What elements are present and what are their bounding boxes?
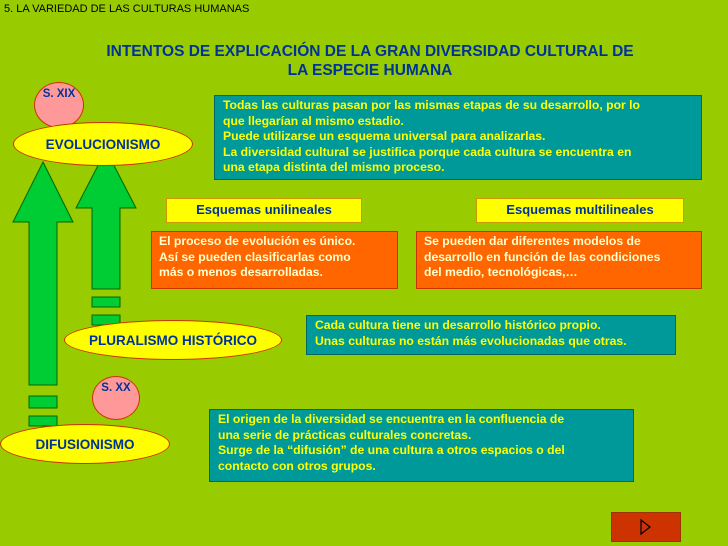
pluralismo-line: Cada cultura tiene un desarrollo histórico propio. bbox=[315, 318, 601, 332]
green-up-arrow-right bbox=[76, 150, 136, 325]
unilineales-line: más o menos desarrolladas. bbox=[159, 265, 323, 279]
unilineales-description bbox=[151, 231, 398, 289]
unilineales-line: Así se pueden clasificarlas como bbox=[159, 249, 351, 264]
evolucionismo-line: una etapa distinta del mismo proceso. bbox=[223, 160, 445, 174]
difusionismo-description bbox=[209, 409, 634, 482]
badge-s-xx: S. XX bbox=[92, 376, 140, 420]
title-line-1: INTENTOS DE EXPLICACIÓN DE LA GRAN DIVERSIDAD CULTURAL DE bbox=[106, 43, 634, 60]
difusionismo-ellipse bbox=[0, 424, 170, 464]
difusionismo-line: Surge de la “difusión” de una cultura a otros espacios o del bbox=[218, 443, 565, 457]
pluralismo-label: PLURALISMO HISTÓRICO bbox=[89, 332, 257, 348]
multilineales-label: Esquemas multilineales bbox=[476, 198, 684, 223]
pluralismo-description bbox=[306, 315, 676, 355]
evolucionismo-label: EVOLUCIONISMO bbox=[45, 136, 161, 152]
difusionismo-line: una serie de prácticas culturales concretas. bbox=[218, 427, 472, 442]
back-triangle-icon bbox=[612, 513, 679, 540]
multilineales-description bbox=[416, 231, 702, 289]
green-up-arrow-left bbox=[13, 162, 73, 426]
back-button[interactable] bbox=[611, 512, 681, 542]
evolucionismo-description bbox=[214, 95, 702, 180]
multilineales-line: del medio, tecnológicas,… bbox=[424, 265, 578, 279]
evolucionismo-line: La diversidad cultural se justifica porque cada cultura se encuentra en bbox=[223, 144, 632, 159]
unilineales-label: Esquemas unilineales bbox=[166, 198, 362, 223]
evolucionismo-line: Todas las culturas pasan por las mismas etapas de su desarrollo, por lo bbox=[223, 98, 640, 112]
pluralismo-line: Unas culturas no están más evolucionadas que otras. bbox=[315, 333, 627, 348]
difusionismo-line: contacto con otros grupos. bbox=[218, 458, 376, 473]
multilineales-line: desarrollo en función de las condiciones bbox=[424, 249, 661, 264]
difusionismo-label: DIFUSIONISMO bbox=[35, 436, 135, 452]
evolucionismo-line: Puede utilizarse un esquema universal para analizarlas. bbox=[223, 129, 546, 143]
evolucionismo-ellipse bbox=[13, 122, 193, 166]
title-line-2: LA ESPECIE HUMANA bbox=[287, 62, 453, 79]
section-label: 5. LA VARIEDAD DE LAS CULTURAS HUMANAS bbox=[4, 3, 250, 15]
badge-s-xix: S. XIX bbox=[34, 82, 84, 128]
evolucionismo-line: que llegarían al mismo estadio. bbox=[223, 113, 404, 128]
multilineales-line: Se pueden dar diferentes modelos de bbox=[424, 234, 641, 248]
unilineales-line: El proceso de evolución es único. bbox=[159, 234, 356, 248]
difusionismo-line: El origen de la diversidad se encuentra en la confluencia de bbox=[218, 412, 565, 426]
pluralismo-ellipse bbox=[64, 320, 282, 360]
